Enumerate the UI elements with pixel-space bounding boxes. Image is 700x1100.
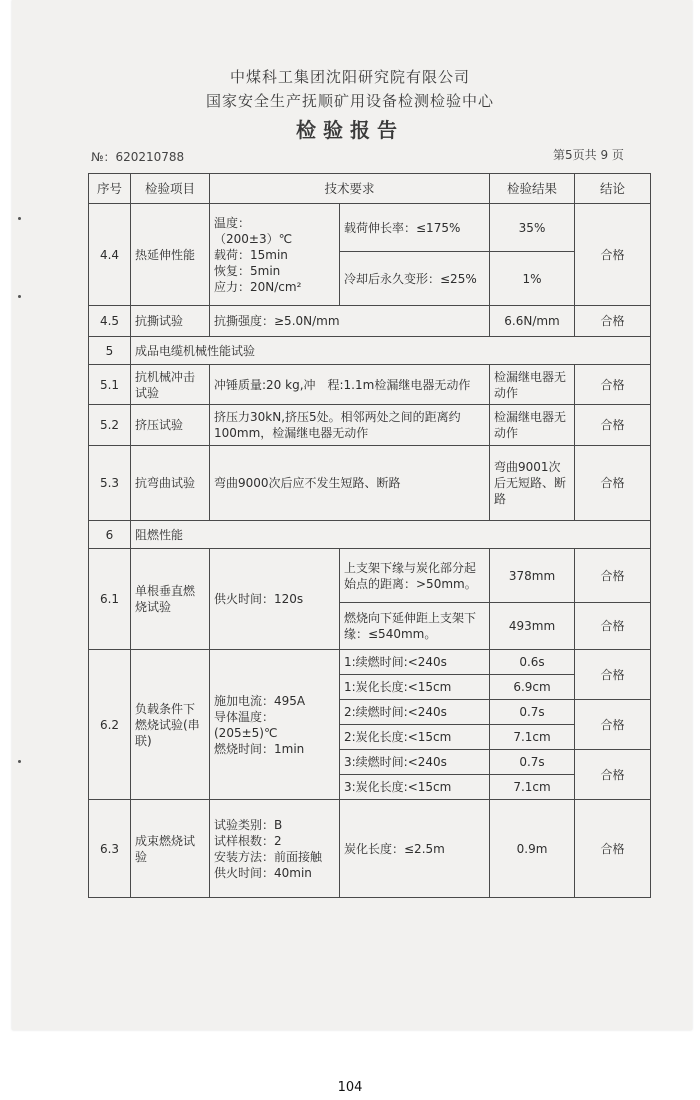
section-row bbox=[89, 337, 651, 365]
row-no: 5.1 bbox=[89, 365, 131, 405]
row-item: 抗机械冲击试验 bbox=[131, 365, 210, 405]
row-result: 378mm bbox=[490, 549, 575, 603]
row-requirement: 抗撕强度：≥5.0N/mm bbox=[210, 306, 490, 337]
row-requirement: 1:续燃时间:<240s bbox=[340, 650, 490, 675]
table-row bbox=[89, 405, 651, 446]
row-requirement: 上支架下缘与炭化部分起始点的距离：>50mm。 bbox=[340, 549, 490, 603]
row-result: 6.9cm bbox=[490, 675, 575, 700]
page-number: 104 bbox=[337, 1080, 363, 1095]
section-no: 5 bbox=[89, 337, 131, 365]
table-row bbox=[89, 800, 651, 898]
row-requirement: 弯曲9000次后应不发生短路、断路 bbox=[210, 446, 490, 521]
row-result: 检漏继电器无动作 bbox=[490, 365, 575, 405]
inspection-table bbox=[88, 173, 651, 898]
row-no: 4.4 bbox=[89, 204, 131, 306]
row-condition: 试验类别：B 试样根数：2 安装方法：前面接触 供火时间：40min bbox=[210, 800, 340, 898]
section-row bbox=[89, 521, 651, 549]
table-row bbox=[89, 446, 651, 521]
row-conclusion: 合格 bbox=[575, 603, 651, 650]
row-conclusion: 合格 bbox=[575, 700, 651, 750]
row-item: 抗撕试验 bbox=[131, 306, 210, 337]
row-conclusion: 合格 bbox=[575, 306, 651, 337]
row-requirement: 炭化长度：≤2.5m bbox=[340, 800, 490, 898]
col-header-conclusion: 结论 bbox=[575, 174, 651, 204]
table-row bbox=[89, 306, 651, 337]
row-item: 热延伸性能 bbox=[131, 204, 210, 306]
row-result: 7.1cm bbox=[490, 725, 575, 750]
row-requirement: 挤压力30kN,挤压5处。相邻两处之间的距离约100mm，检漏继电器无动作 bbox=[210, 405, 490, 446]
row-requirement: 3:续燃时间:<240s bbox=[340, 750, 490, 775]
row-no: 5.3 bbox=[89, 446, 131, 521]
section-no: 6 bbox=[89, 521, 131, 549]
section-title: 阻燃性能 bbox=[131, 521, 651, 549]
binding-hole-dot bbox=[18, 760, 21, 763]
row-result: 35% bbox=[490, 204, 575, 252]
table-row bbox=[89, 204, 651, 252]
row-condition: 施加电流：495A 导体温度： (205±5)℃ 燃烧时间：1min bbox=[210, 650, 340, 800]
row-item: 负载条件下燃烧试验(串联) bbox=[131, 650, 210, 800]
row-result: 7.1cm bbox=[490, 775, 575, 800]
row-requirement: 1:炭化长度:<15cm bbox=[340, 675, 490, 700]
row-item: 单根垂直燃烧试验 bbox=[131, 549, 210, 650]
row-requirement: 冲锤质量:20 kg,冲 程:1.1m检漏继电器无动作 bbox=[210, 365, 490, 405]
row-conclusion: 合格 bbox=[575, 800, 651, 898]
row-result: 0.7s bbox=[490, 750, 575, 775]
row-requirement: 2:续燃时间:<240s bbox=[340, 700, 490, 725]
row-result: 检漏继电器无动作 bbox=[490, 405, 575, 446]
row-requirement: 冷却后永久变形：≤25% bbox=[340, 252, 490, 306]
binding-hole-dot bbox=[18, 217, 21, 220]
row-condition: 供火时间：120s bbox=[210, 549, 340, 650]
row-item: 抗弯曲试验 bbox=[131, 446, 210, 521]
row-result: 1% bbox=[490, 252, 575, 306]
row-result: 493mm bbox=[490, 603, 575, 650]
row-requirement: 3:炭化长度:<15cm bbox=[340, 775, 490, 800]
row-conclusion: 合格 bbox=[575, 365, 651, 405]
table-row bbox=[89, 650, 651, 675]
table-header-row bbox=[89, 174, 651, 204]
section-title: 成品电缆机械性能试验 bbox=[131, 337, 651, 365]
row-result: 0.9m bbox=[490, 800, 575, 898]
row-conclusion: 合格 bbox=[575, 549, 651, 603]
organization-name: 中煤科工集团沈阳研究院有限公司 bbox=[229, 68, 470, 86]
row-result: 弯曲9001次后无短路、断路 bbox=[490, 446, 575, 521]
center-name: 国家安全生产抚顺矿用设备检测检验中心 bbox=[205, 92, 494, 110]
row-item: 挤压试验 bbox=[131, 405, 210, 446]
row-conclusion: 合格 bbox=[575, 446, 651, 521]
row-conclusion: 合格 bbox=[575, 405, 651, 446]
row-conclusion: 合格 bbox=[575, 750, 651, 800]
col-header-no: 序号 bbox=[89, 174, 131, 204]
col-header-item: 检验项目 bbox=[131, 174, 210, 204]
row-no: 5.2 bbox=[89, 405, 131, 446]
row-requirement: 载荷伸长率：≤175% bbox=[340, 204, 490, 252]
row-item: 成束燃烧试验 bbox=[131, 800, 210, 898]
table-row bbox=[89, 549, 651, 603]
row-condition: 温度： （200±3）℃ 载荷：15min 恢复：5min 应力：20N/cm² bbox=[210, 204, 340, 306]
binding-hole-dot bbox=[18, 295, 21, 298]
row-requirement: 燃烧向下延伸距上支架下缘：≤540mm。 bbox=[340, 603, 490, 650]
col-header-requirement: 技术要求 bbox=[210, 174, 490, 204]
table-row bbox=[89, 365, 651, 405]
row-no: 6.2 bbox=[89, 650, 131, 800]
report-title: 检验报告 bbox=[296, 118, 404, 142]
col-header-result: 检验结果 bbox=[490, 174, 575, 204]
row-no: 6.3 bbox=[89, 800, 131, 898]
row-result: 6.6N/mm bbox=[490, 306, 575, 337]
row-conclusion: 合格 bbox=[575, 650, 651, 700]
page-indicator: 第5页共 9 页 bbox=[553, 148, 624, 162]
report-number: №：620210788 bbox=[91, 150, 185, 164]
row-no: 4.5 bbox=[89, 306, 131, 337]
row-result: 0.7s bbox=[490, 700, 575, 725]
row-requirement: 2:炭化长度:<15cm bbox=[340, 725, 490, 750]
row-conclusion: 合格 bbox=[575, 204, 651, 306]
row-result: 0.6s bbox=[490, 650, 575, 675]
row-no: 6.1 bbox=[89, 549, 131, 650]
